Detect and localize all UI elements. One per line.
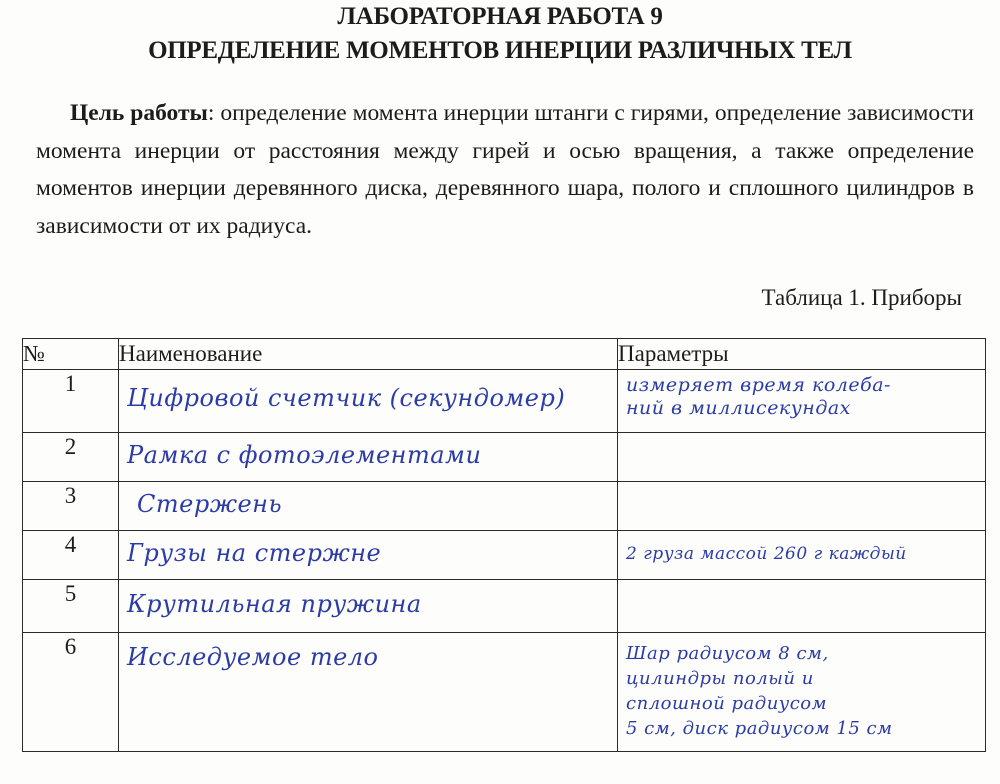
goal-paragraph <box>36 95 974 245</box>
row-params <box>618 531 985 566</box>
table-row <box>23 482 986 531</box>
row-number: 6 <box>23 633 119 752</box>
row-name: Исследуемое тело <box>127 643 379 671</box>
row-number: 2 <box>23 433 119 482</box>
row-name-cell <box>119 633 618 752</box>
table-caption: Таблица 1. Приборы <box>761 285 962 310</box>
table-row <box>23 531 986 580</box>
devices-table <box>22 338 986 752</box>
table-row <box>23 370 986 433</box>
row-params-cell <box>618 633 986 752</box>
row-params-cell <box>618 580 986 633</box>
row-name: Крутильная пружина <box>127 590 422 618</box>
params-line: сплошной радиусом <box>626 693 828 714</box>
table-row <box>23 580 986 633</box>
row-name: Рамка с фотоэлементами <box>127 441 482 469</box>
params-line: ний в миллисекундах <box>626 397 851 419</box>
params-line: измеряет время колеба- <box>626 374 891 396</box>
table-header-row <box>23 339 986 370</box>
row-params-cell <box>618 482 986 531</box>
row-name: Цифровой счетчик (секундомер) <box>127 384 566 412</box>
header-params: Параметры <box>618 339 986 370</box>
row-number: 1 <box>23 370 119 433</box>
params-line: 5 см, диск радиусом 15 см <box>626 718 893 739</box>
params-line: Шар радиусом 8 см, <box>626 643 829 664</box>
row-name-cell <box>119 531 618 580</box>
row-name: Стержень <box>137 490 283 518</box>
table-row <box>23 633 986 752</box>
row-name-cell <box>119 370 618 433</box>
row-params-cell <box>618 370 986 433</box>
row-params-cell <box>618 531 986 580</box>
row-params <box>618 633 985 741</box>
row-name: Грузы на стержне <box>127 539 382 567</box>
row-number: 3 <box>23 482 119 531</box>
goal-text: : определение момента инерции штанги с гирями, определение зависимости момента инерции от расстояния между гирей и осью вращения, а также определение моментов инерции деревянного диска, деревянного шара, полого и сплошного цилиндров в зависимости от их радиуса. <box>36 100 974 239</box>
header-number: № <box>23 339 119 370</box>
row-name-cell <box>119 433 618 482</box>
goal-label: Цель работы <box>70 100 208 126</box>
row-number: 4 <box>23 531 119 580</box>
lab-title: ЛАБОРАТОРНАЯ РАБОТА 9 <box>337 3 663 30</box>
params-line: 2 груза массой 260 г каждый <box>626 544 907 564</box>
table-row <box>23 433 986 482</box>
header-name: Наименование <box>119 339 618 370</box>
row-number: 5 <box>23 580 119 633</box>
row-name-cell <box>119 482 618 531</box>
lab-subtitle: ОПРЕДЕЛЕНИЕ МОМЕНТОВ ИНЕРЦИИ РАЗЛИЧНЫХ ТЕЛ <box>148 37 852 64</box>
row-name-cell <box>119 580 618 633</box>
row-params <box>618 370 985 420</box>
params-line: цилиндры полый и <box>626 668 814 689</box>
row-params-cell <box>618 433 986 482</box>
